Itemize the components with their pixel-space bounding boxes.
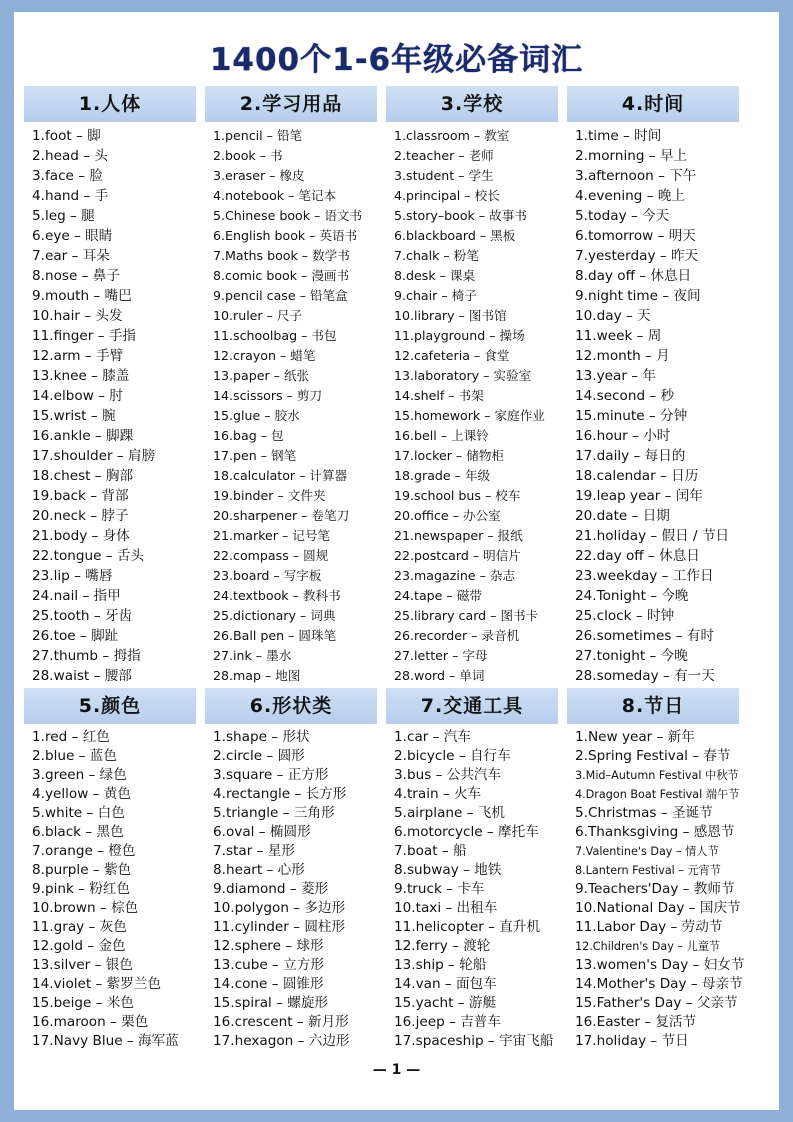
word-entry: 16.crescent – 新月形 [213, 1014, 349, 1030]
word-entry: 8.purple – 紫色 [32, 862, 132, 878]
word-entry: 21.body – 身体 [32, 528, 130, 544]
word-entry: 22.day off – 休息日 [575, 548, 700, 564]
word-entry: 2.circle – 圆形 [213, 748, 305, 764]
word-entry: 15.yacht – 游艇 [394, 995, 497, 1011]
word-entry: 3.Mid–Autumn Festival 中秋节 [575, 769, 739, 782]
word-entry: 21.newspaper – 报纸 [394, 528, 523, 543]
word-entry: 1.red – 红色 [32, 729, 110, 745]
word-entry: 28.someday – 有一天 [575, 668, 715, 684]
word-entry: 12.cafeteria – 食堂 [394, 348, 510, 363]
word-entry: 17.locker – 储物柜 [394, 448, 505, 463]
word-entry: 4.evening – 晚上 [575, 188, 686, 204]
word-entry: 25.dictionary – 词典 [213, 608, 336, 623]
word-entry: 10.polygon – 多边形 [213, 900, 346, 916]
word-entry: 4.hand – 手 [32, 188, 109, 204]
word-list [24, 126, 196, 686]
word-list [386, 126, 558, 686]
word-entry: 2.book – 书 [213, 148, 283, 163]
word-list [567, 126, 739, 686]
word-entry: 15.Father's Day – 父亲节 [575, 995, 738, 1011]
word-entry: 4.yellow – 黄色 [32, 786, 131, 802]
word-entry: 16.bag – 包 [213, 428, 284, 443]
word-entry: 6.oval – 椭圆形 [213, 824, 311, 840]
word-entry: 21.marker – 记号笔 [213, 528, 331, 543]
section-body [24, 86, 196, 686]
word-entry: 7.yesterday – 昨天 [575, 248, 699, 264]
section-festivals [567, 688, 745, 1051]
word-entry: 7.Maths book – 数学书 [213, 248, 350, 263]
word-entry: 26.recorder – 录音机 [394, 628, 520, 643]
word-entry: 10.brown – 棕色 [32, 900, 139, 916]
word-entry: 4.rectangle – 长方形 [213, 786, 347, 802]
word-entry: 9.mouth – 嘴巴 [32, 288, 132, 304]
word-entry: 6.blackboard – 黑板 [394, 228, 516, 243]
word-entry: 6.black – 黑色 [32, 824, 124, 840]
word-entry: 22.tongue – 舌头 [32, 548, 145, 564]
word-entry: 17.spaceship – 宇宙飞船 [394, 1033, 554, 1049]
word-entry: 16.ankle – 脚踝 [32, 428, 134, 444]
word-entry: 11.playground – 操场 [394, 328, 525, 343]
word-entry: 5.story–book – 故事书 [394, 208, 527, 223]
word-entry: 17.hexagon – 六边形 [213, 1033, 350, 1049]
word-entry: 24.Tonight – 今晚 [575, 588, 689, 604]
word-entry: 11.Labor Day – 劳动节 [575, 919, 723, 935]
word-entry: 16.Easter – 复活节 [575, 1014, 697, 1030]
word-entry: 14.cone – 圆锥形 [213, 976, 324, 992]
word-entry: 3.green – 绿色 [32, 767, 127, 783]
word-entry: 14.scissors – 剪刀 [213, 388, 323, 403]
word-entry: 4.Dragon Boat Festival 端午节 [575, 788, 740, 801]
word-entry: 28.waist – 腰部 [32, 668, 132, 684]
word-entry: 8.nose – 鼻子 [32, 268, 120, 284]
section-transport [386, 688, 558, 1051]
word-entry: 8.heart – 心形 [213, 862, 305, 878]
word-entry: 1.pencil – 铅笔 [213, 128, 303, 143]
word-entry: 17.daily – 每日的 [575, 448, 686, 464]
word-entry: 20.sharpener – 卷笔刀 [213, 508, 350, 523]
word-entry: 26.Ball pen – 圆珠笔 [213, 628, 337, 643]
section-heading: 5.颜色 [24, 688, 196, 724]
word-entry: 16.jeep – 吉普车 [394, 1014, 501, 1030]
word-entry: 26.toe – 脚趾 [32, 628, 119, 644]
section-heading: 3.学校 [386, 86, 558, 122]
word-entry: 4.notebook – 笔记本 [213, 188, 337, 203]
word-entry: 6.eye – 眼睛 [32, 228, 113, 244]
section-colors [24, 688, 196, 1051]
word-entry: 20.date – 日期 [575, 508, 670, 524]
word-entry: 22.compass – 圆规 [213, 548, 329, 563]
section-heading: 1.人体 [24, 86, 196, 122]
word-entry: 3.student – 学生 [394, 168, 494, 183]
word-entry: 12.ferry – 渡轮 [394, 938, 491, 954]
word-entry: 25.clock – 时钟 [575, 608, 675, 624]
word-entry: 3.square – 正方形 [213, 767, 329, 783]
word-entry: 7.star – 星形 [213, 843, 295, 859]
word-entry: 14.shelf – 书架 [394, 388, 484, 403]
word-entry: 5.triangle – 三角形 [213, 805, 335, 821]
word-entry: 13.silver – 银色 [32, 957, 133, 973]
word-entry: 7.boat – 船 [394, 843, 467, 859]
word-entry: 13.paper – 纸张 [213, 368, 310, 383]
section-heading: 6.形状类 [205, 688, 377, 724]
word-entry: 8.day off – 休息日 [575, 268, 692, 284]
word-entry: 14.violet – 紫罗兰色 [32, 976, 162, 992]
word-entry: 18.calendar – 日历 [575, 468, 699, 484]
word-entry: 13.cube – 立方形 [213, 957, 324, 973]
word-entry: 5.white – 白色 [32, 805, 125, 821]
word-entry: 7.orange – 橙色 [32, 843, 136, 859]
word-entry: 7.ear – 耳朵 [32, 248, 110, 264]
word-list [386, 728, 558, 1051]
word-entry: 6.tomorrow – 明天 [575, 228, 696, 244]
section-school-supplies [205, 86, 377, 686]
word-entry: 8.comic book – 漫画书 [213, 268, 350, 283]
word-entry: 5.leg – 腿 [32, 208, 95, 224]
word-entry: 16.maroon – 栗色 [32, 1014, 149, 1030]
word-entry: 13.year – 年 [575, 368, 656, 384]
word-entry: 6.motorcycle – 摩托车 [394, 824, 539, 840]
word-entry: 16.bell – 上课铃 [394, 428, 489, 443]
word-entry: 23.weekday – 工作日 [575, 568, 714, 584]
word-entry: 2.head – 头 [32, 148, 108, 164]
word-entry: 23.lip – 嘴唇 [32, 568, 113, 584]
word-entry: 13.laboratory – 实验室 [394, 368, 532, 383]
word-entry: 21.holiday – 假日 / 节日 [575, 528, 730, 544]
word-entry: 11.gray – 灰色 [32, 919, 127, 935]
word-entry: 11.week – 周 [575, 328, 662, 344]
word-entry: 25.library card – 图书卡 [394, 608, 539, 623]
word-entry: 9.chair – 椅子 [394, 288, 477, 303]
word-entry: 9.Teachers'Day – 教师节 [575, 881, 735, 897]
word-entry: 1.car – 汽车 [394, 729, 471, 745]
word-entry: 23.magazine – 杂志 [394, 568, 516, 583]
word-entry: 17.shoulder – 肩膀 [32, 448, 156, 464]
word-entry: 5.Chinese book – 语文书 [213, 208, 363, 223]
word-entry: 13.knee – 膝盖 [32, 368, 130, 384]
word-entry: 18.chest – 胸部 [32, 468, 134, 484]
word-entry: 6.English book – 英语书 [213, 228, 358, 243]
word-entry: 14.second – 秒 [575, 388, 675, 404]
word-entry: 9.pencil case – 铅笔盒 [213, 288, 348, 303]
word-entry: 9.diamond – 菱形 [213, 881, 329, 897]
word-entry: 14.Mother's Day – 母亲节 [575, 976, 743, 992]
section-school [386, 86, 558, 686]
word-entry: 17.Navy Blue – 海军蓝 [32, 1033, 179, 1049]
word-entry: 24.tape – 磁带 [394, 588, 482, 603]
word-entry: 10.library – 图书馆 [394, 308, 507, 323]
word-entry: 4.train – 火车 [394, 786, 482, 802]
word-entry: 15.glue – 胶水 [213, 408, 300, 423]
word-entry: 17.holiday – 节日 [575, 1033, 689, 1049]
word-entry: 4.principal – 校长 [394, 188, 500, 203]
section-heading: 4.时间 [567, 86, 739, 122]
word-entry: 16.hour – 小时 [575, 428, 671, 444]
section-heading: 2.学习用品 [205, 86, 377, 122]
word-entry: 27.thumb – 拇指 [32, 648, 141, 664]
word-entry: 12.Children's Day – 儿童节 [575, 940, 721, 953]
word-entry: 6.Thanksgiving – 感恩节 [575, 824, 735, 840]
word-entry: 3.face – 脸 [32, 168, 103, 184]
word-list [205, 126, 377, 686]
word-entry: 12.crayon – 蜡笔 [213, 348, 316, 363]
word-entry: 3.bus – 公共汽车 [394, 767, 502, 783]
section-shapes [205, 688, 377, 1051]
word-entry: 14.van – 面包车 [394, 976, 497, 992]
word-entry: 11.cylinder – 圆柱形 [213, 919, 346, 935]
word-entry: 25.tooth – 牙齿 [32, 608, 133, 624]
word-entry: 11.finger – 手指 [32, 328, 137, 344]
word-entry: 10.National Day – 国庆节 [575, 900, 741, 916]
word-entry: 8.desk – 课桌 [394, 268, 476, 283]
word-entry: 17.pen – 钢笔 [213, 448, 297, 463]
word-entry: 27.ink – 墨水 [213, 648, 292, 663]
word-entry: 1.New year – 新年 [575, 729, 695, 745]
word-entry: 1.classroom – 教室 [394, 128, 510, 143]
word-entry: 3.afternoon – 下午 [575, 168, 697, 184]
word-entry: 2.Spring Festival – 春节 [575, 748, 731, 764]
word-entry: 28.map – 地图 [213, 668, 301, 683]
word-entry: 24.textbook – 教科书 [213, 588, 341, 603]
word-entry: 11.schoolbag – 书包 [213, 328, 337, 343]
word-entry: 11.helicopter – 直升机 [394, 919, 541, 935]
word-entry: 9.night time – 夜间 [575, 288, 701, 304]
word-entry: 1.foot – 脚 [32, 128, 101, 144]
word-entry: 19.binder – 文件夹 [213, 488, 326, 503]
word-entry: 10.ruler – 尺子 [213, 308, 303, 323]
section-heading: 8.节日 [567, 688, 739, 724]
word-entry: 5.airplane – 飞机 [394, 805, 506, 821]
word-entry: 2.morning – 早上 [575, 148, 688, 164]
word-entry: 8.subway – 地铁 [394, 862, 502, 878]
word-entry: 19.school bus – 校车 [394, 488, 521, 503]
word-entry: 19.back – 背部 [32, 488, 129, 504]
word-entry: 8.Lantern Festival – 元宵节 [575, 864, 722, 877]
word-entry: 27.tonight – 今晚 [575, 648, 688, 664]
word-entry: 2.bicycle – 自行车 [394, 748, 511, 764]
word-entry: 5.today – 今天 [575, 208, 670, 224]
word-entry: 12.arm – 手臂 [32, 348, 124, 364]
word-entry: 28.word – 单词 [394, 668, 485, 683]
word-entry: 1.shape – 形状 [213, 729, 310, 745]
word-entry: 10.hair – 头发 [32, 308, 123, 324]
word-entry: 19.leap year – 闰年 [575, 488, 703, 504]
word-entry: 15.minute – 分钟 [575, 408, 688, 424]
word-entry: 13.ship – 轮船 [394, 957, 487, 973]
word-list [567, 728, 745, 1051]
word-entry: 15.spiral – 螺旋形 [213, 995, 329, 1011]
word-entry: 26.sometimes – 有时 [575, 628, 715, 644]
word-list [205, 728, 377, 1051]
word-entry: 10.day – 天 [575, 308, 651, 324]
word-entry: 27.letter – 字母 [394, 648, 488, 663]
word-entry: 9.truck – 卡车 [394, 881, 485, 897]
word-entry: 7.chalk – 粉笔 [394, 248, 479, 263]
word-entry: 15.beige – 米色 [32, 995, 135, 1011]
word-entry: 7.Valentine's Day – 情人节 [575, 845, 719, 858]
word-entry: 14.elbow – 肘 [32, 388, 123, 404]
word-entry: 9.pink – 粉红色 [32, 881, 131, 897]
word-entry: 12.sphere – 球形 [213, 938, 324, 954]
word-entry: 1.time – 时间 [575, 128, 662, 144]
section-heading: 7.交通工具 [386, 688, 558, 724]
word-entry: 3.eraser – 橡皮 [213, 168, 305, 183]
word-entry: 10.taxi – 出租车 [394, 900, 498, 916]
word-entry: 20.office – 办公室 [394, 508, 501, 523]
word-entry: 15.wrist – 腕 [32, 408, 116, 424]
word-entry: 22.postcard – 明信片 [394, 548, 521, 563]
word-entry: 12.month – 月 [575, 348, 670, 364]
word-entry: 2.blue – 蓝色 [32, 748, 117, 764]
word-entry: 5.Christmas – 圣诞节 [575, 805, 713, 821]
word-entry: 18.grade – 年级 [394, 468, 491, 483]
word-entry: 12.gold – 金色 [32, 938, 126, 954]
word-entry: 13.women's Day – 妇女节 [575, 957, 745, 973]
section-time [567, 86, 739, 686]
word-entry: 15.homework – 家庭作业 [394, 408, 545, 423]
word-entry: 20.neck – 脖子 [32, 508, 129, 524]
page-title: 1400个1-6年级必备词汇 [209, 42, 584, 78]
word-entry: 23.board – 写字板 [213, 568, 322, 583]
word-entry: 2.teacher – 老师 [394, 148, 494, 163]
word-list [24, 728, 196, 1051]
word-entry: 18.calculator – 计算器 [213, 468, 348, 483]
word-entry: 24.nail – 指甲 [32, 588, 121, 604]
page-number: — 1 — [372, 1062, 421, 1078]
